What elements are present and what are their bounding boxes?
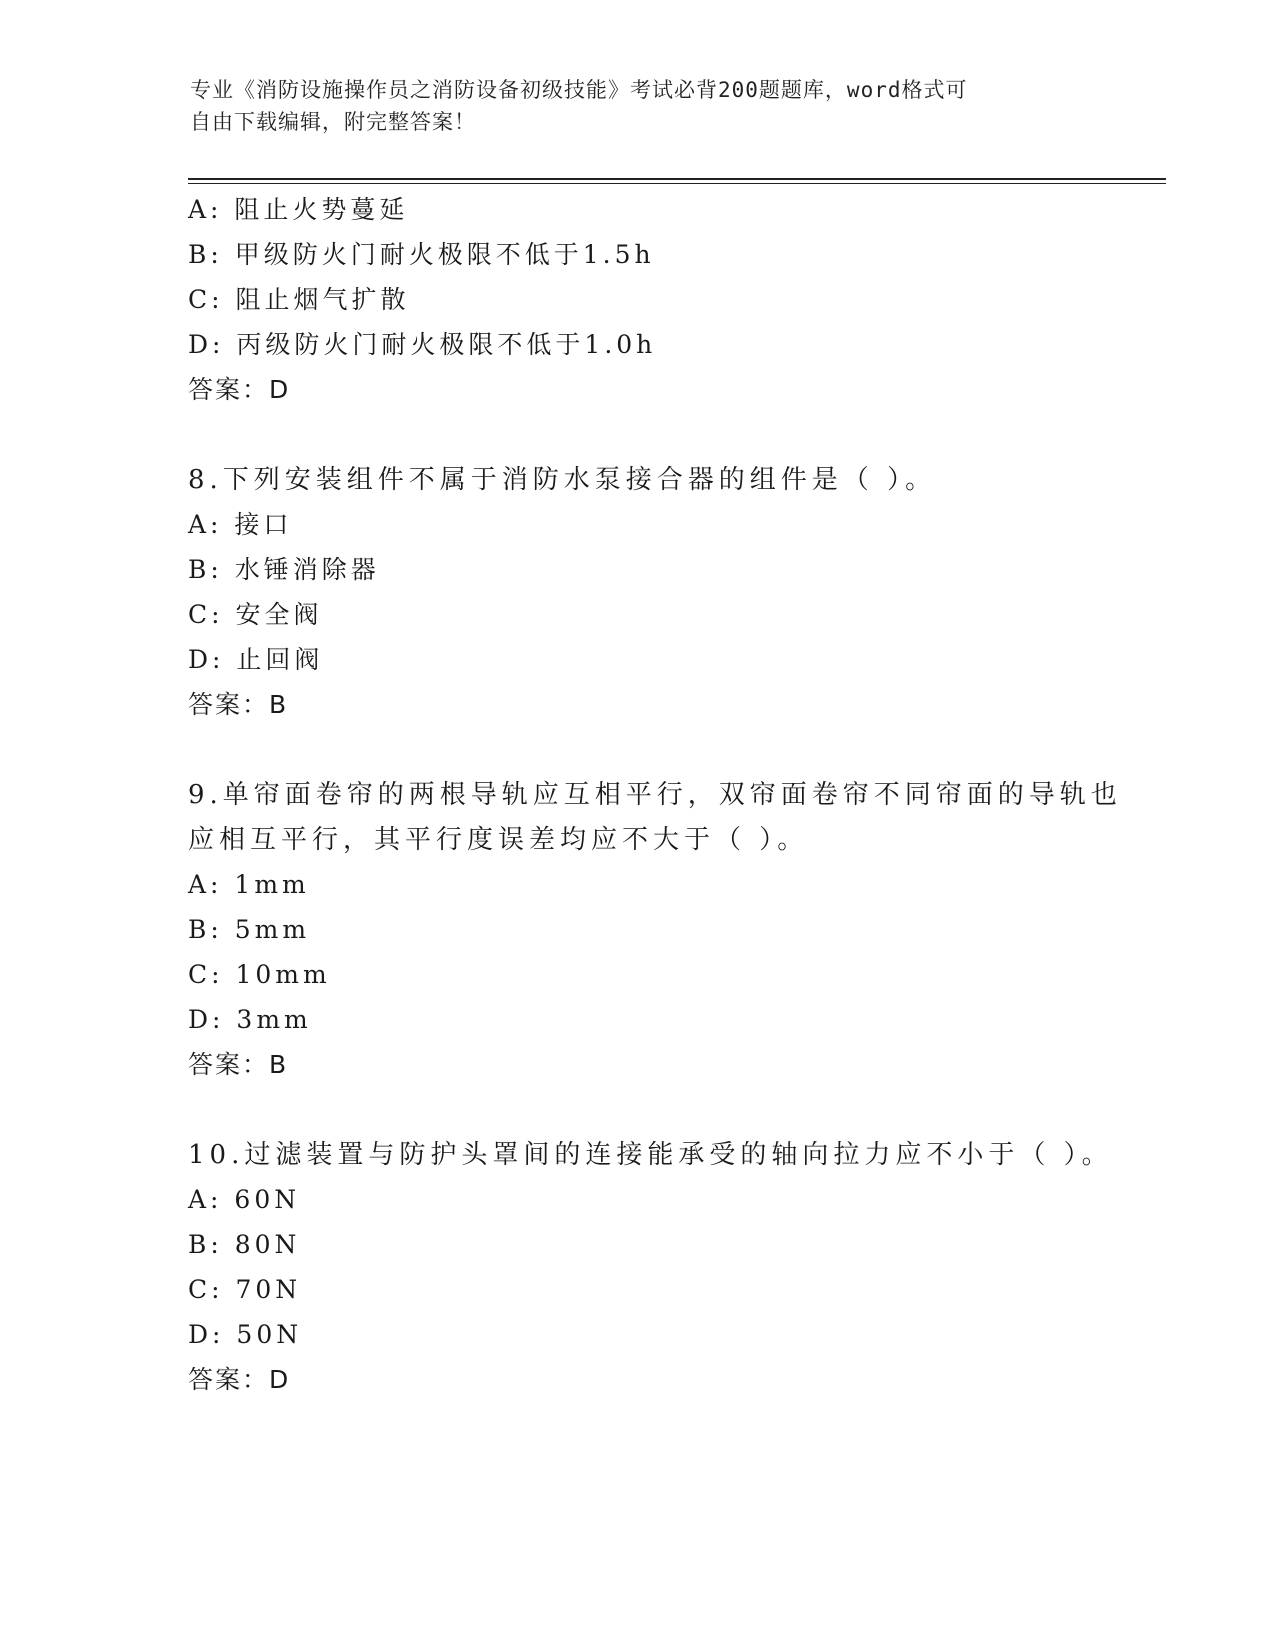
q10-option-d: D: 50N <box>188 1320 303 1349</box>
q9-option-d: D: 3mm <box>188 1005 312 1034</box>
q7-option-a: A: 阻止火势蔓延 <box>188 195 409 224</box>
q9-option-b: B: 5mm <box>188 915 311 944</box>
q8-option-a: A: 接口 <box>188 510 293 539</box>
q9-option-c: C: 10mm <box>188 960 331 989</box>
q10-stem: 10.过滤装置与防护头罩间的连接能承受的轴向拉力应不小于（ ）。 <box>188 1140 1113 1170</box>
q7-option-d: D: 丙级防火门耐火极限不低于1.0h <box>188 330 657 359</box>
q9-stem-line-1: 9.单帘面卷帘的两根导轨应互相平行，双帘面卷帘不同帘面的导轨也 <box>188 780 1122 810</box>
q10-option-b: B: 80N <box>188 1230 301 1259</box>
q7-answer: 答案：D <box>188 375 291 404</box>
q10-option-c: C: 70N <box>188 1275 302 1304</box>
header-rule-thin <box>188 183 1166 184</box>
q8-option-d: D: 止回阀 <box>188 645 324 674</box>
header-rule-thick <box>188 178 1166 180</box>
q7-option-c: C: 阻止烟气扩散 <box>188 285 410 314</box>
q8-option-b: B: 水锤消除器 <box>188 555 380 584</box>
q8-answer: 答案：B <box>188 690 289 719</box>
q9-stem-line-2: 应相互平行，其平行度误差均应不大于（ ）。 <box>188 825 809 855</box>
q8-option-c: C: 安全阀 <box>188 600 323 629</box>
q10-option-a: A: 60N <box>188 1185 301 1214</box>
document-header <box>190 74 1090 138</box>
q9-answer: 答案：B <box>188 1050 289 1079</box>
q7-option-b: B: 甲级防火门耐火极限不低于1.5h <box>188 240 655 269</box>
header-line-2: 自由下载编辑，附完整答案！ <box>190 110 476 134</box>
header-line-1: 专业《消防设施操作员之消防设备初级技能》考试必背200题题库，word格式可 <box>190 78 968 102</box>
q10-answer: 答案：D <box>188 1365 291 1394</box>
q9-option-a: A: 1mm <box>188 870 310 899</box>
q8-stem: 8.下列安装组件不属于消防水泵接合器的组件是（ ）。 <box>188 465 937 495</box>
